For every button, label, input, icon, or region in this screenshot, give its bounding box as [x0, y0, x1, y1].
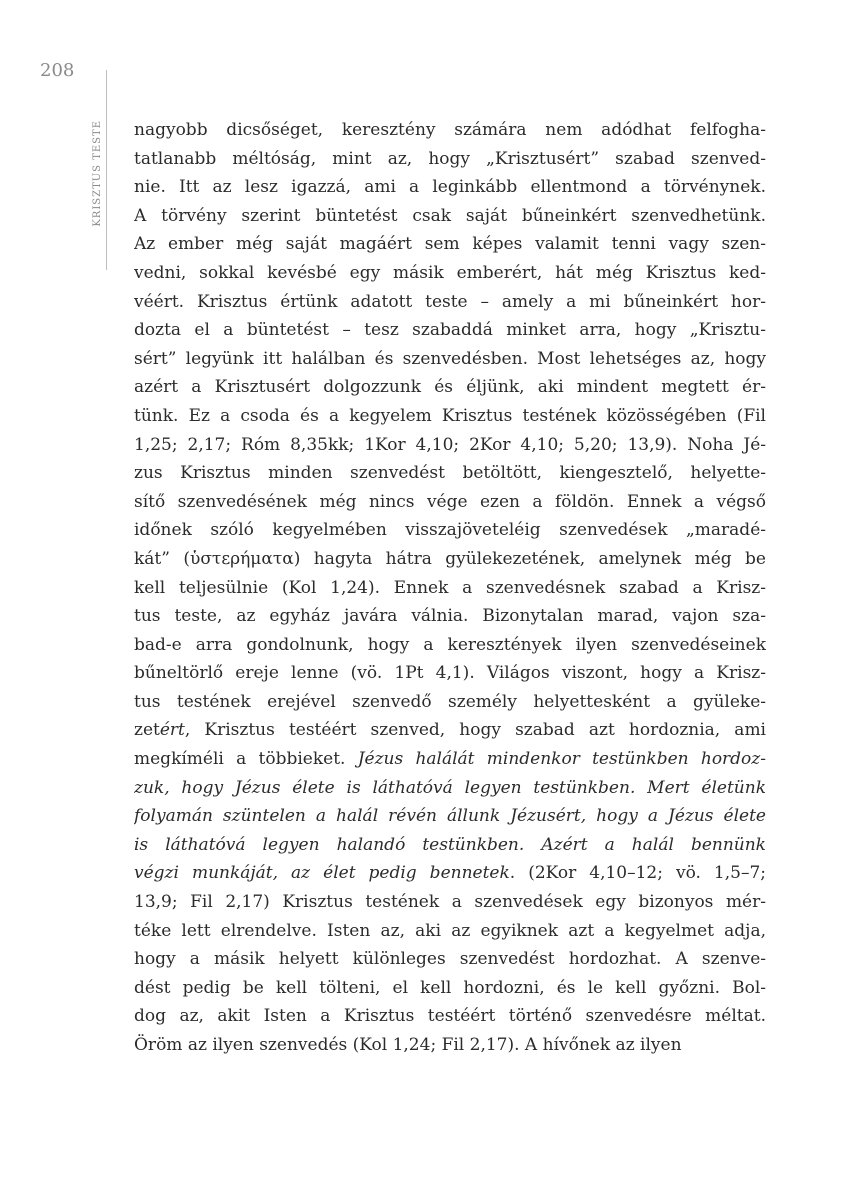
italic-segment: Jézus halálát mindenkor testünkben hordoz- — [357, 749, 766, 770]
text-segment: tus testének erejével szenvedő személy helyettesként a gyüleke- — [134, 691, 766, 712]
text-line — [134, 659, 766, 688]
text-line — [134, 316, 766, 345]
text-line — [134, 945, 766, 974]
text-segment: hogy a másik helyett különleges szenvedést hordozhat. A szenve- — [134, 949, 766, 970]
text-segment: A törvény szerint büntetést csak saját bűneinkért szenvedhetünk. — [134, 205, 766, 226]
text-line — [134, 173, 766, 202]
text-line — [134, 974, 766, 1003]
text-segment: azért a Krisztusért dolgozzunk és éljünk, aki mindent megtett ér- — [134, 377, 766, 398]
text-line — [134, 1031, 766, 1060]
text-segment: tatlanabb méltóság, mint az, hogy „Krisztusért” szabad szenved- — [134, 148, 766, 169]
running-head: KRISZTUS TESTE — [92, 120, 103, 227]
text-segment: nie. Itt az lesz igazzá, ami a leginkább ellentmond a törvénynek. — [134, 177, 766, 198]
text-line — [134, 459, 766, 488]
text-line — [134, 488, 766, 517]
text-segment: időnek szóló kegyelmében visszajöveteléig szenvedések „maradé- — [134, 520, 766, 541]
italic-segment: ért — [159, 720, 185, 741]
italic-segment: is láthatóvá legyen halandó testünkben. Azért a halál bennünk — [134, 834, 766, 855]
text-line — [134, 145, 766, 174]
text-line — [134, 716, 766, 745]
text-segment: nagyobb dicsőséget, keresztény számára nem adódhat felfogha- — [134, 120, 766, 140]
italic-segment: végzi munkáját, az élet pedig bennetek — [134, 863, 510, 884]
margin-rule — [106, 70, 107, 270]
text-segment: , Krisztus testéért szenved, hogy szabad azt hordoznia, ami — [184, 720, 766, 741]
text-line — [134, 917, 766, 946]
text-line — [134, 688, 766, 717]
text-segment: dozta el a büntetést – tesz szabaddá minket arra, hogy „Krisztu- — [134, 320, 766, 341]
text-line — [134, 802, 766, 831]
text-line — [134, 831, 766, 860]
text-line — [134, 745, 766, 774]
text-line — [134, 631, 766, 660]
text-line — [134, 859, 766, 888]
text-line — [134, 888, 766, 917]
text-line — [134, 259, 766, 288]
text-line — [134, 602, 766, 631]
body-text — [134, 116, 766, 1060]
text-line — [134, 373, 766, 402]
text-line — [134, 431, 766, 460]
text-segment: bűneltörlő ereje lenne (vö. 1Pt 4,1). Világos viszont, hogy a Krisz- — [134, 663, 766, 684]
text-segment: véért. Krisztus értünk adatott teste – amely a mi bűneinkért hor- — [134, 291, 766, 312]
text-segment: sítő szenvedésének még nincs vége ezen a földön. Ennek a végső — [134, 491, 766, 512]
text-segment: kát” (ὑστερήματα) hagyta hátra gyülekezetének, amelynek még be — [134, 548, 766, 569]
text-segment: 1,25; 2,17; Róm 8,35kk; 1Kor 4,10; 2Kor 4,10; 5,20; 13,9). Noha Jé- — [134, 434, 766, 455]
text-segment: megkíméli a többieket. — [134, 749, 358, 770]
text-line — [134, 288, 766, 317]
text-segment: tus teste, az egyház javára válnia. Bizonytalan marad, vajon sza- — [134, 606, 766, 627]
text-segment: tünk. Ez a csoda és a kegyelem Krisztus testének közösségében (Fil — [134, 405, 766, 426]
text-segment: 13,9; Fil 2,17) Krisztus testének a szenvedések egy bizonyos mér- — [134, 892, 766, 913]
text-segment: . (2Kor 4,10–12; vö. 1,5–7; — [509, 863, 766, 884]
text-line — [134, 545, 766, 574]
text-segment: bad-e arra gondolnunk, hogy a keresztények ilyen szenvedéseinek — [134, 634, 766, 655]
text-line — [134, 230, 766, 259]
text-line — [134, 402, 766, 431]
page-number: 208 — [40, 60, 75, 81]
italic-segment: folyamán szüntelen a halál révén állunk Jézusért, hogy a Jézus élete — [134, 806, 766, 827]
text-line — [134, 202, 766, 231]
text-line — [134, 574, 766, 603]
text-line — [134, 774, 766, 803]
italic-segment: zuk, hogy Jézus élete is láthatóvá legyen testünkben. Mert életünk — [134, 777, 766, 798]
text-segment: zus Krisztus minden szenvedést betöltött, kiengesztelő, helyette- — [134, 463, 766, 484]
text-line — [134, 516, 766, 545]
text-segment: Az ember még saját magáért sem képes valamit tenni vagy szen- — [134, 234, 766, 255]
text-line — [134, 345, 766, 374]
text-line — [134, 116, 766, 145]
text-segment: zet — [134, 720, 160, 741]
text-segment: téke lett elrendelve. Isten az, aki az egyiknek azt a kegyelmet adja, — [134, 920, 766, 941]
text-segment: dést pedig be kell tölteni, el kell hordozni, és le kell győzni. Bol- — [134, 977, 766, 998]
text-segment: dog az, akit Isten a Krisztus testéért történő szenvedésre méltat. — [134, 1006, 766, 1027]
text-segment: Öröm az ilyen szenvedés (Kol 1,24; Fil 2,17). A hívőnek az ilyen — [134, 1035, 682, 1055]
text-segment: sért” legyünk itt halálban és szenvedésben. Most lehetséges az, hogy — [134, 348, 766, 369]
text-line — [134, 1002, 766, 1031]
text-segment: vedni, sokkal kevésbé egy másik emberért, hát még Krisztus ked- — [134, 262, 766, 283]
text-segment: kell teljesülnie (Kol 1,24). Ennek a szenvedésnek szabad a Krisz- — [134, 577, 766, 598]
